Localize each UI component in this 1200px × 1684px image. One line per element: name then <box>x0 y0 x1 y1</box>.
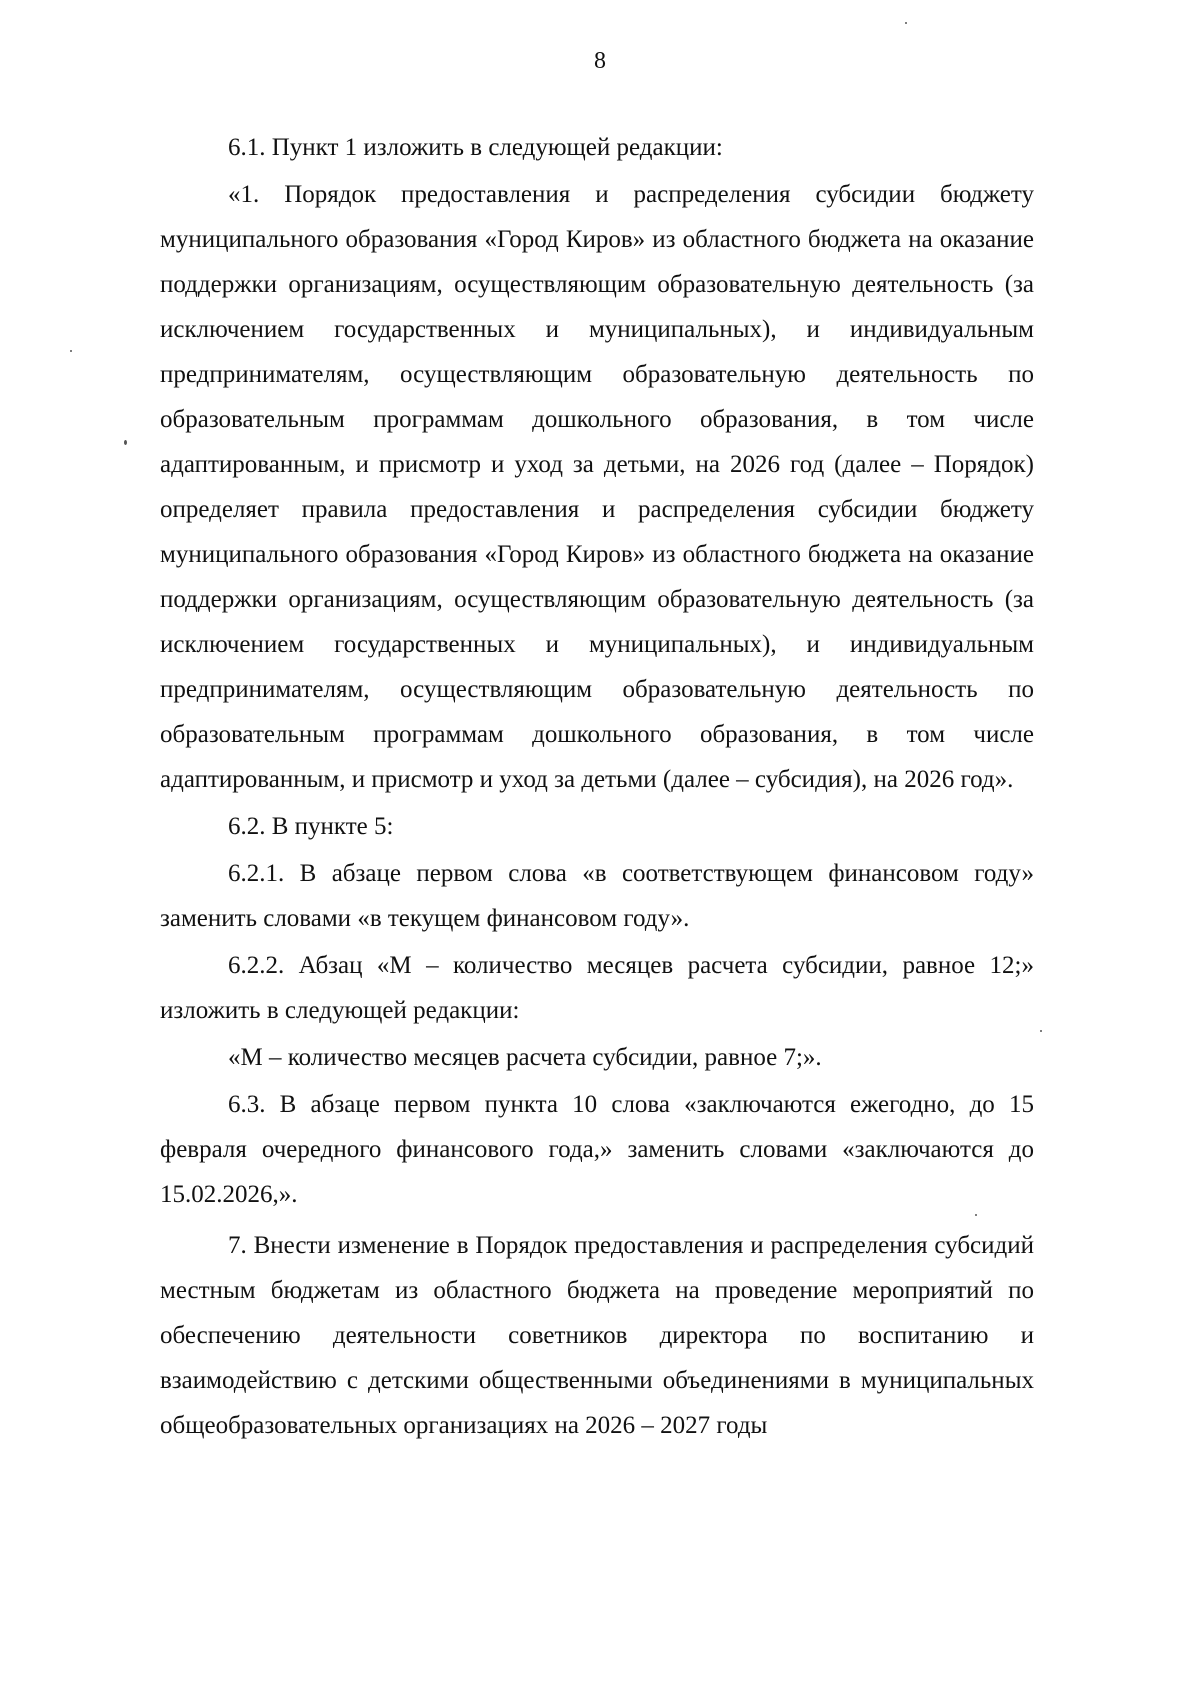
scan-speck <box>70 350 72 352</box>
scan-speck <box>124 440 127 445</box>
scan-speck <box>905 22 907 24</box>
scan-speck <box>1040 1030 1042 1032</box>
scan-speck <box>975 1214 977 1216</box>
paragraph-m-formula: «М – количество месяцев расчета субсидии, равное 7;». <box>228 1044 822 1071</box>
paragraph-6-2: 6.2. В пункте 5: <box>228 813 394 840</box>
document-body <box>160 125 1034 1448</box>
paragraph-6-2-1: 6.2.1. В абзаце первом слова «в соответствующем финансовом году» заменить словами «в текущем финансовом году». <box>160 860 1034 932</box>
page-number: 8 <box>594 48 606 74</box>
paragraph-6-2-2: 6.2.2. Абзац «М – количество месяцев расчета субсидии, равное 12;» изложить в следующей редакции: <box>160 952 1034 1024</box>
paragraph-6-3: 6.3. В абзаце первом пункта 10 слова «заключаются ежегодно, до 15 февраля очередного финансового года,» заменить словами «заключаются до 15.02.2026,». <box>160 1091 1034 1208</box>
paragraph-6-1: 6.1. Пункт 1 изложить в следующей редакции: <box>228 134 723 161</box>
paragraph-quoted-clause-1: «1. Порядок предоставления и распределения субсидии бюджету муниципального образования «Город Киров» из областного бюджета на оказание поддержки организациям, осуществляющим образовательную деятельность (за исключением государственных и муниципальных), и индивидуальным предпринимателям, осуществляющим образовательную деятельность по образовательным программам дошкольного образования, в том числе адаптированным, и присмотр и уход за детьми, на 2026 год (далее – Порядок) определяет правила предоставления и распределения субсидии бюджету муниципального образования «Город Киров» из областного бюджета на оказание поддержки организациям, осуществляющим образовательную деятельность (за исключением государственных и муниципальных), и индивидуальным предпринимателям, осуществляющим образовательную деятельность по образовательным программам дошкольного образования, в том числе адаптированным, и присмотр и уход за детьми (далее – субсидия), на 2026 год». <box>160 181 1034 793</box>
paragraph-7: 7. Внести изменение в Порядок предоставления и распределения субсидий местным бюджетам из областного бюджета на проведение мероприятий по обеспечению деятельности советников директора по воспитанию и взаимодействию с детскими общественными объединениями в муниципальных общеобразовательных организациях на 2026 – 2027 годы <box>160 1232 1034 1439</box>
